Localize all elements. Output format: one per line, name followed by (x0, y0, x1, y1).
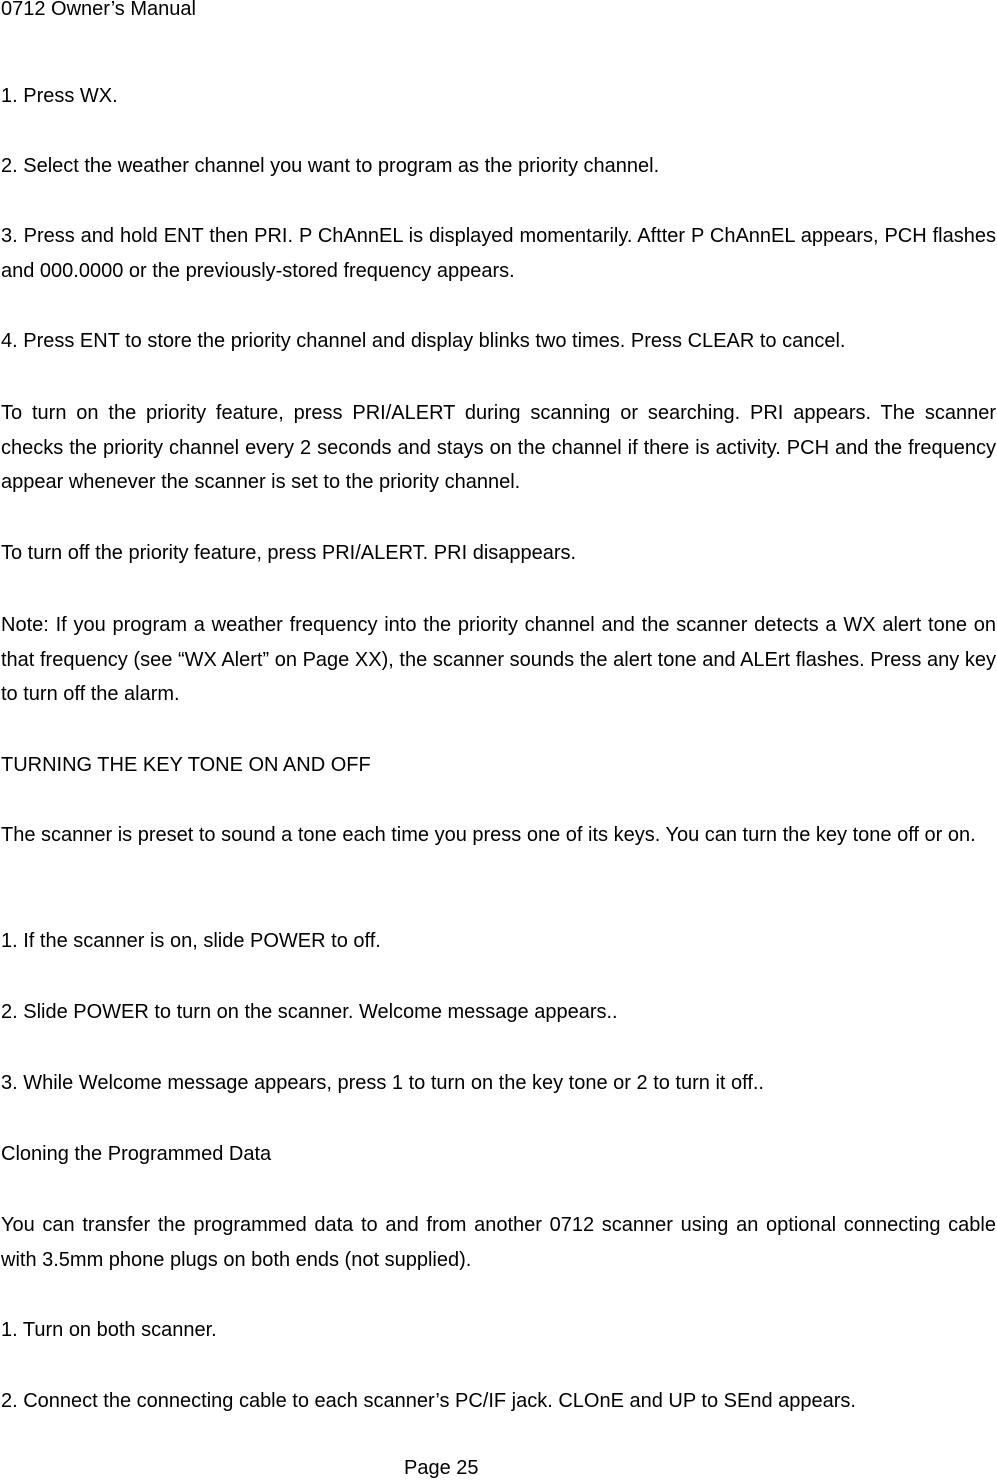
step-welcome-message-keys: 3. While Welcome message appears, press 1 to turn on the key tone or 2 to turn it off.. (1, 1072, 764, 1094)
step-connect-cable: 2. Connect the connecting cable to each scanner’s PC/IF jack. CLOnE and UP to SEnd appears. (1, 1390, 856, 1412)
para-turn-off-priority: To turn off the priority feature, press PRI/ALERT. PRI disappears. (1, 542, 577, 564)
step-press-ent-store: 4. Press ENT to store the priority channel and display blinks two times. Press CLEAR to cancel. (1, 330, 846, 352)
step-press-wx: 1. Press WX. (1, 85, 118, 107)
section-heading-cloning: Cloning the Programmed Data (1, 1143, 272, 1165)
step-slide-power-off: 1. If the scanner is on, slide POWER to off. (1, 930, 381, 952)
para-turn-on-priority: To turn on the priority feature, press PRI/ALERT during scanning or searching. PRI appears. The scanner checks the priority channel every 2 seconds and stays on the channel if there is activity. PCH and the frequency appear whenever the scanner is set to the priority channel. (1, 402, 996, 493)
section-heading-key-tone: TURNING THE KEY TONE ON AND OFF (1, 754, 371, 776)
page-number: Page 25 (404, 1457, 479, 1479)
para-note-wx-alert: Note: If you program a weather frequency into the priority channel and the scanner detects a WX alert tone on that frequency (see “WX Alert” on Page XX), the scanner sounds the alert tone and ALErt flashes. Press any key to turn off the alarm. (1, 614, 996, 705)
step-turn-on-both: 1. Turn on both scanner. (1, 1319, 217, 1341)
step-slide-power-on: 2. Slide POWER to turn on the scanner. Welcome message appears.. (1, 1001, 618, 1023)
step-press-hold-ent-pri: 3. Press and hold ENT then PRI. P ChAnnEL is displayed momentarily. Aftter P ChAnnEL appears, PCH flashes and 000.0000 or the previously-stored frequency appears. (1, 225, 996, 282)
step-select-weather-channel: 2. Select the weather channel you want to program as the priority channel. (1, 155, 660, 177)
running-header: 0712 Owner’s Manual (1, 0, 196, 20)
para-cloning-intro: You can transfer the programmed data to and from another 0712 scanner using an optional connecting cable with 3.5mm phone plugs on both ends (not supplied). (1, 1214, 996, 1271)
para-key-tone-preset: The scanner is preset to sound a tone each time you press one of its keys. You can turn the key tone off or on. (1, 824, 976, 846)
